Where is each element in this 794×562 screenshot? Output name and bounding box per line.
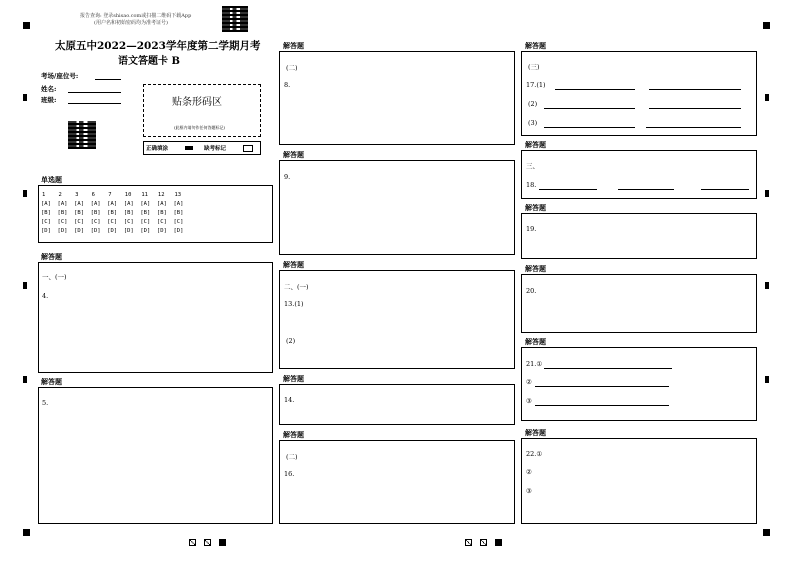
section-label: 解答题 [41,378,62,386]
sub-question-number: (2) [528,100,538,108]
section-label: 解答题 [283,431,304,439]
question-number: 13.(1) [284,300,304,308]
section-heading: (二) [286,64,298,72]
answer-line[interactable] [649,89,741,90]
question-number: 21.① [526,360,543,368]
section-heading: 三、 [526,162,539,170]
question-number: 4. [42,292,49,300]
mcq-answer-box [38,185,273,243]
section-heading: 二、(一) [284,283,309,291]
sub-question-number: ② [526,378,532,386]
question-number: 16. [284,470,295,478]
question-number: 19. [526,225,537,233]
section-label: 解答题 [525,265,546,273]
mcq-option-row-d[interactable]: [D] [D] [D] [D] [D] [D] [D] [D] [D] [41,228,184,234]
qr-code-icon [68,121,96,149]
question-number: 20. [526,287,537,295]
section-label: 解答题 [525,429,546,437]
qr-code-icon [222,6,248,32]
alignment-mark-left-1 [23,94,27,101]
question-number: 14. [284,396,295,404]
sub-question-number: (2) [286,337,296,345]
answer-line[interactable] [701,189,749,190]
name-field[interactable] [68,92,121,93]
correct-fill-sample [185,146,193,150]
answer-box-q16[interactable] [279,440,515,524]
section-label: 解答题 [525,42,546,50]
section-heading: 一、(一) [42,273,67,281]
answer-line[interactable] [646,127,741,128]
answer-line[interactable] [544,127,635,128]
answer-box-q18[interactable] [521,150,757,199]
answer-box-q9[interactable] [279,160,515,255]
section-label: 解答题 [41,253,62,261]
fill-legend [143,141,261,155]
question-number: 9. [284,173,291,181]
mcq-section-title: 单选题 [41,176,62,184]
answer-line[interactable] [544,368,672,369]
name-label: 姓名: [41,85,57,93]
alignment-mark-tl [23,22,30,29]
alignment-mark-left-2 [23,190,27,197]
answer-line[interactable] [539,189,597,190]
class-label: 班级: [41,96,57,104]
section-label: 解答题 [283,375,304,383]
section-label: 解答题 [283,261,304,269]
alignment-mark-left-4 [23,376,27,383]
section-heading: (二) [286,453,298,461]
alignment-mark-right-2 [765,190,769,197]
sub-question-number: (3) [528,119,538,127]
barcode-area [143,84,261,137]
answer-sheet-title: 语文答题卡 B [118,56,180,67]
section-label: 解答题 [525,338,546,346]
barcode-title: 贴条形码区 [172,97,222,108]
answer-box-q4[interactable] [38,262,273,373]
answer-box-q20[interactable] [521,274,757,333]
correct-fill-label: 正确填涂 [146,146,169,152]
section-label: 解答题 [283,42,304,50]
question-number: 17.(1) [526,81,546,89]
notice-line-1: 报告查询: 登录shisao.com或扫描二维码下载App [80,13,192,19]
alignment-mark-bl [23,529,30,536]
class-field[interactable] [68,103,121,104]
notice-line-2: (用户名和初始密码均为准考证号) [94,20,168,26]
question-number: 18. [526,181,537,189]
exam-room-label: 考场/座位号: [41,72,79,80]
page-code-marks-right [465,531,502,550]
answer-line[interactable] [535,405,669,406]
answer-line[interactable] [555,89,635,90]
absent-mark-label: 缺考标记 [204,146,227,152]
alignment-mark-right-3 [765,282,769,289]
answer-box-q17[interactable] [521,51,757,136]
alignment-mark-right-1 [765,94,769,101]
alignment-mark-left-3 [23,282,27,289]
answer-box-q8[interactable] [279,51,515,145]
section-label: 解答题 [525,141,546,149]
alignment-mark-tr [763,22,770,29]
answer-box-q21[interactable] [521,347,757,421]
answer-line[interactable] [618,189,674,190]
question-number: 22.① [526,450,543,458]
mcq-question-numbers: 1 2 3 6 7 10 11 12 13 [42,192,182,198]
exam-title: 太原五中2022—2023学年度第二学期月考 [55,40,261,52]
sub-question-number: ③ [526,397,532,405]
answer-box-q14[interactable] [279,384,515,425]
page-code-marks-left [189,531,226,550]
section-label: 解答题 [525,204,546,212]
answer-line[interactable] [544,108,635,109]
sub-question-number: ② [526,468,532,476]
alignment-mark-br [763,529,770,536]
answer-line[interactable] [535,386,669,387]
question-number: 5. [42,399,49,407]
section-heading: (三) [528,63,540,71]
mcq-option-row-c[interactable]: [C] [C] [C] [C] [C] [C] [C] [C] [C] [41,219,184,225]
answer-box-q22[interactable] [521,438,757,524]
answer-box-q13[interactable] [279,270,515,369]
barcode-note: (此框内请勿作任何答题标记) [174,125,226,130]
alignment-mark-right-4 [765,376,769,383]
answer-box-q19[interactable] [521,213,757,259]
absent-mark-checkbox[interactable] [243,145,253,152]
section-label: 解答题 [283,151,304,159]
question-number: 8. [284,81,291,89]
answer-box-q5[interactable] [38,387,273,524]
mcq-option-row-b[interactable]: [B] [B] [B] [B] [B] [B] [B] [B] [B] [41,210,184,216]
mcq-option-row-a[interactable]: [A] [A] [A] [A] [A] [A] [A] [A] [A] [41,201,184,207]
exam-room-field[interactable] [95,79,121,80]
sub-question-number: ③ [526,487,532,495]
answer-line[interactable] [649,108,741,109]
